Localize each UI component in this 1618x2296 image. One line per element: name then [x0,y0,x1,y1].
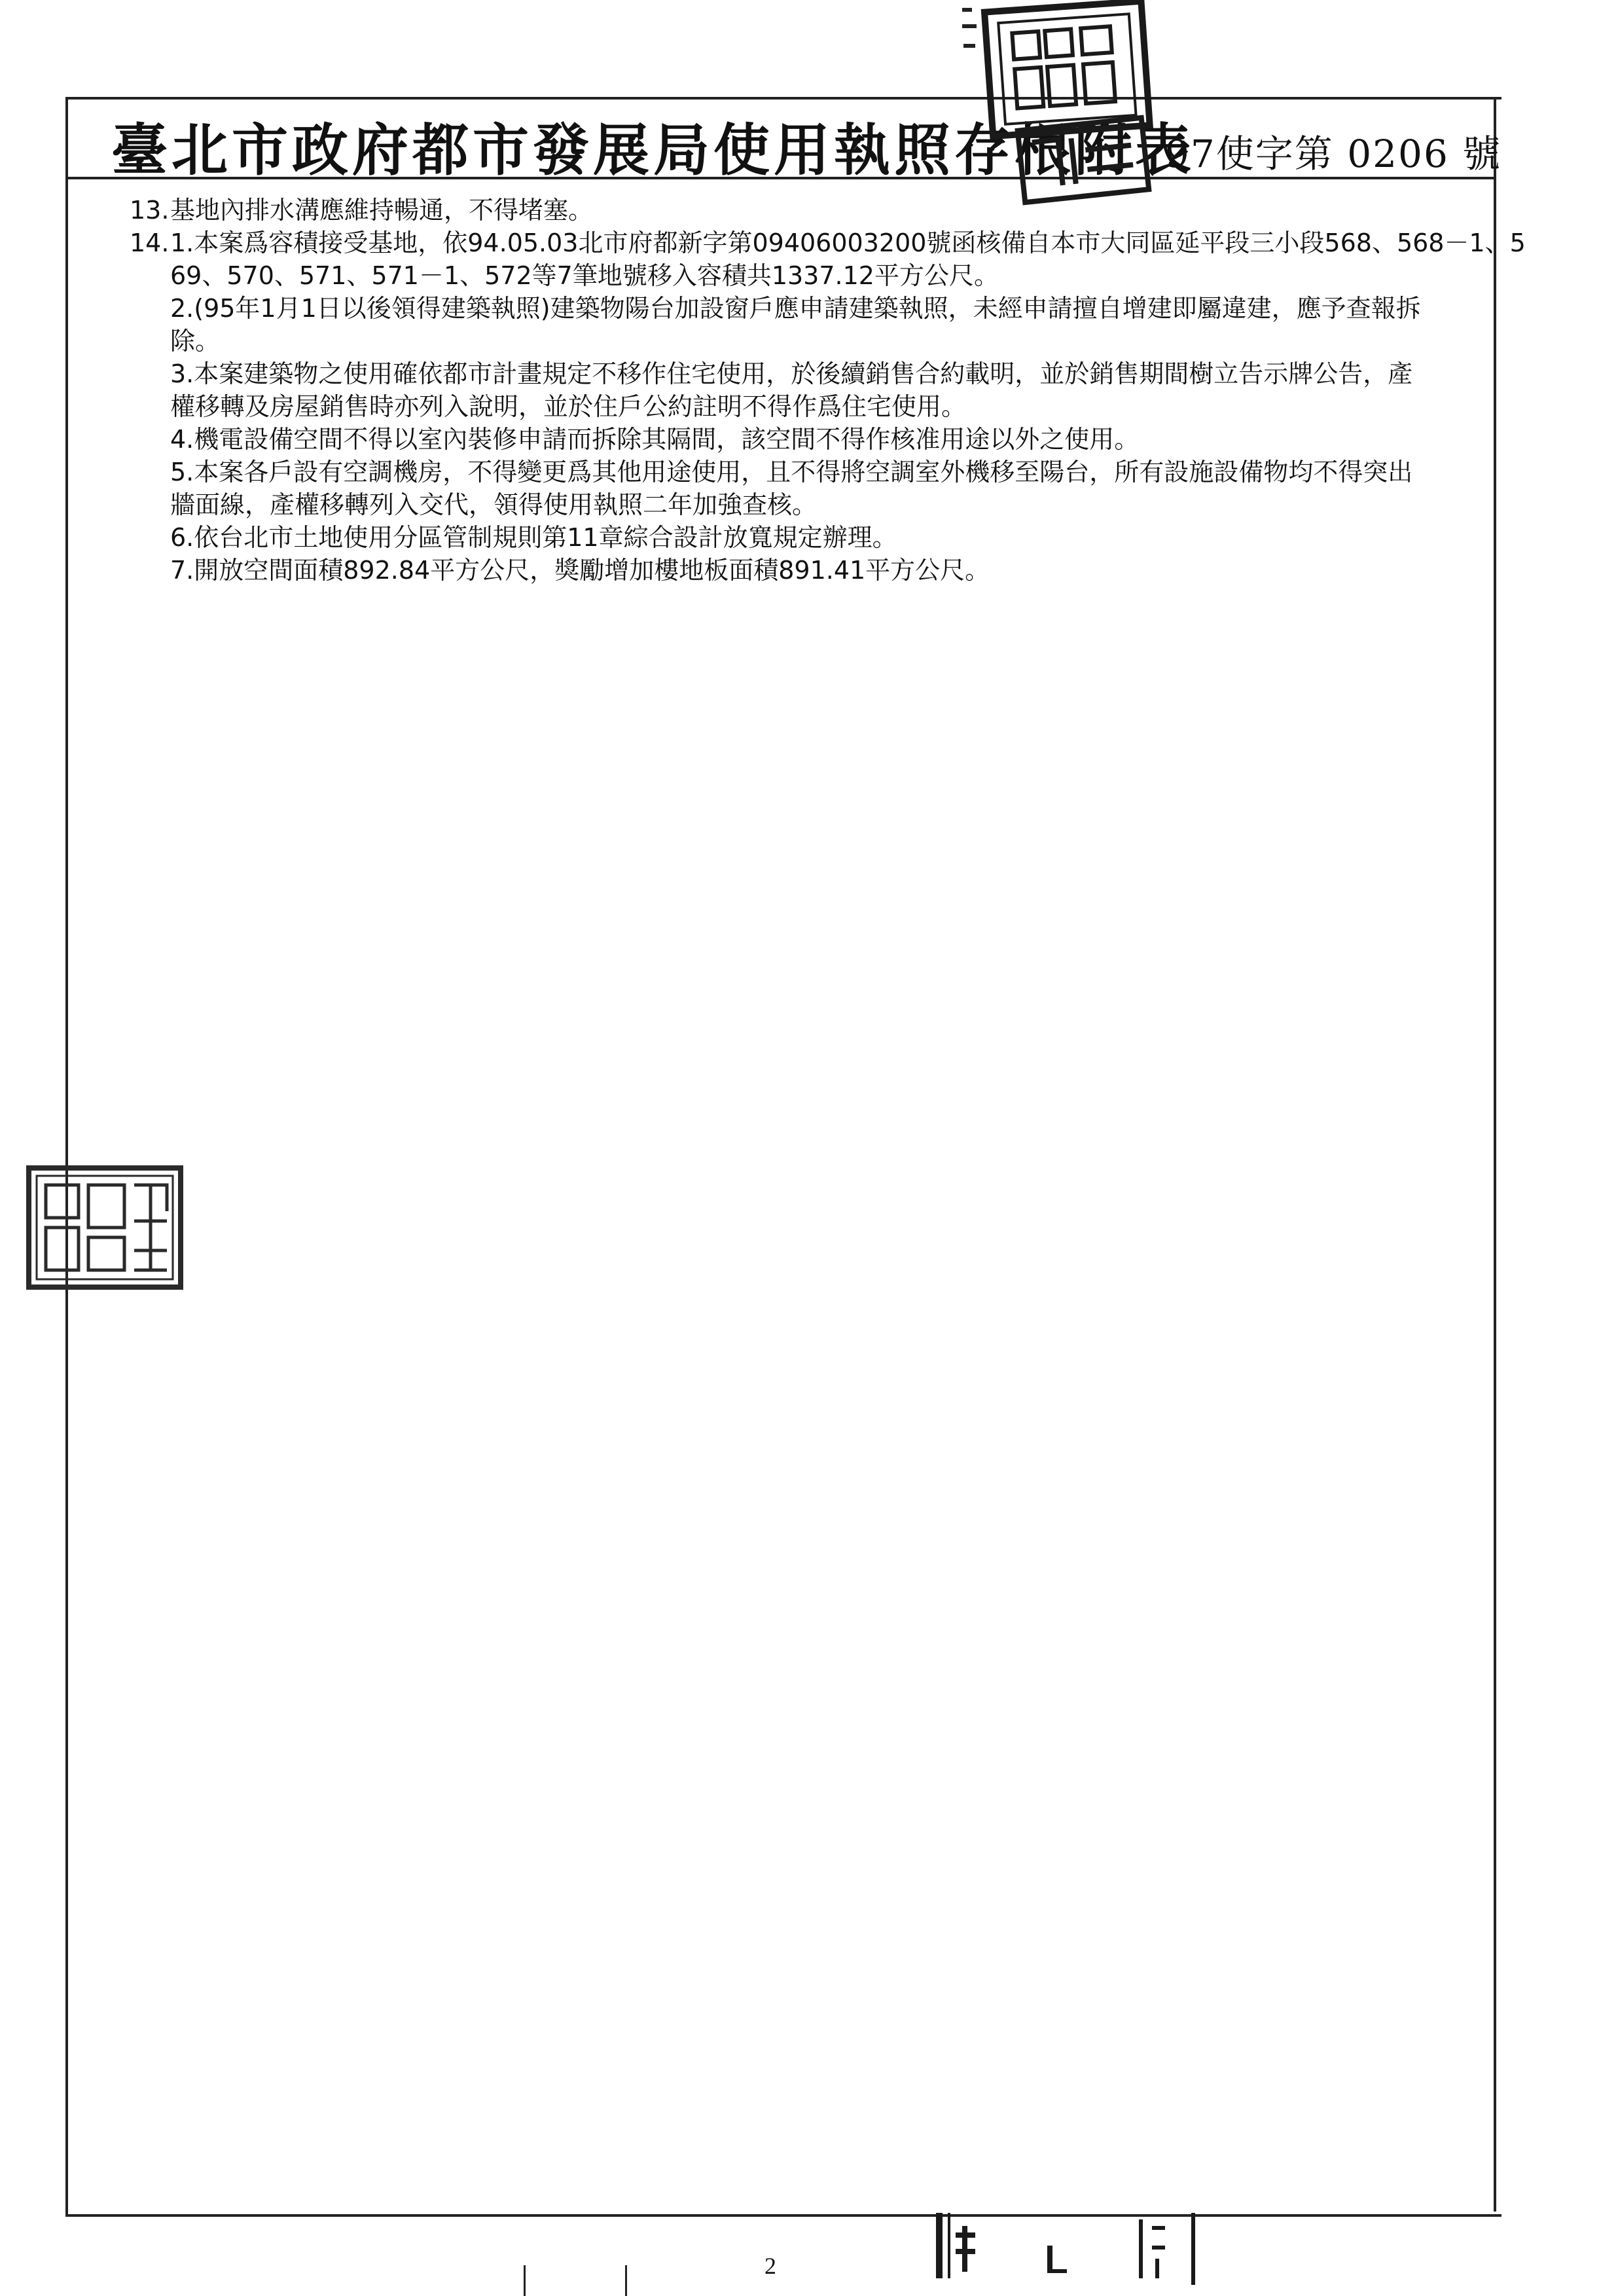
page-number: 2 [764,2253,776,2279]
note-line: 牆面線，產權移轉列入交代，領得使用執照二年加強查核。 [170,490,818,519]
note-14-7 [130,554,1491,587]
notes-list [130,194,1526,587]
note-14-2 [130,292,1491,357]
note-line: 除。 [170,327,221,355]
note-number: 13. [130,196,170,225]
note-line: 4.機電設備空間不得以室內裝修申請而拆除其隔間，該空間不得作核准用途以外之使用。 [170,425,1140,454]
bottom-binding-marks [929,2206,1204,2296]
document-title: 臺北市政府都市發展局使用執照存根附表 [111,117,1195,183]
binding-tick [625,2265,627,2296]
frame-right-edge [1494,97,1496,2212]
note-line: 7.開放空間面積892.84平方公尺，獎勵增加樓地板面積891.41平方公尺。 [170,556,990,585]
note-13 [130,194,1491,227]
top-seal-stamp [949,0,1172,210]
note-14-3 [130,357,1491,423]
note-line: 69、570、571、571－1、572等7筆地號移入容積共1337.12平方公尺。 [170,261,999,290]
note-14-1 [130,227,1526,292]
note-line: 2.(95年1月1日以後領得建築執照)建築物陽台加設窗戶應申請建築執照，未經申請擅自增建即屬違建，應予查報拆 [170,294,1421,323]
note-line: 1.本案爲容積接受基地，依94.05.03北市府都新字第09406003200號函核備自本市大同區延平段三小段568、568－1、5 [170,228,1526,257]
note-14-6 [130,521,1491,554]
note-line: 3.本案建築物之使用確依都市計畫規定不移作住宅使用，於後續銷售合約載明，並於銷售期間樹立告示牌公告，產 [170,359,1413,388]
note-14-5 [130,456,1491,521]
note-line: 6.依台北市土地使用分區管制規則第11章綜合設計放寬規定辦理。 [170,523,897,552]
permit-number: 97使字第 0206 號 [1165,132,1502,176]
note-14-4 [130,423,1491,456]
binding-tick [524,2265,526,2296]
note-line: 權移轉及房屋銷售時亦列入說明，並於住戶公約註明不得作爲住宅使用。 [170,392,967,421]
note-line: 5.本案各戶設有空調機房，不得變更爲其他用途使用，且不得將空調室外機移至陽台，所有設施設備物均不得突出 [170,458,1413,486]
note-number: 14. [130,228,170,257]
left-seal-stamp [26,1165,183,1290]
note-line: 基地內排水溝應維持暢通，不得堵塞。 [170,196,594,225]
